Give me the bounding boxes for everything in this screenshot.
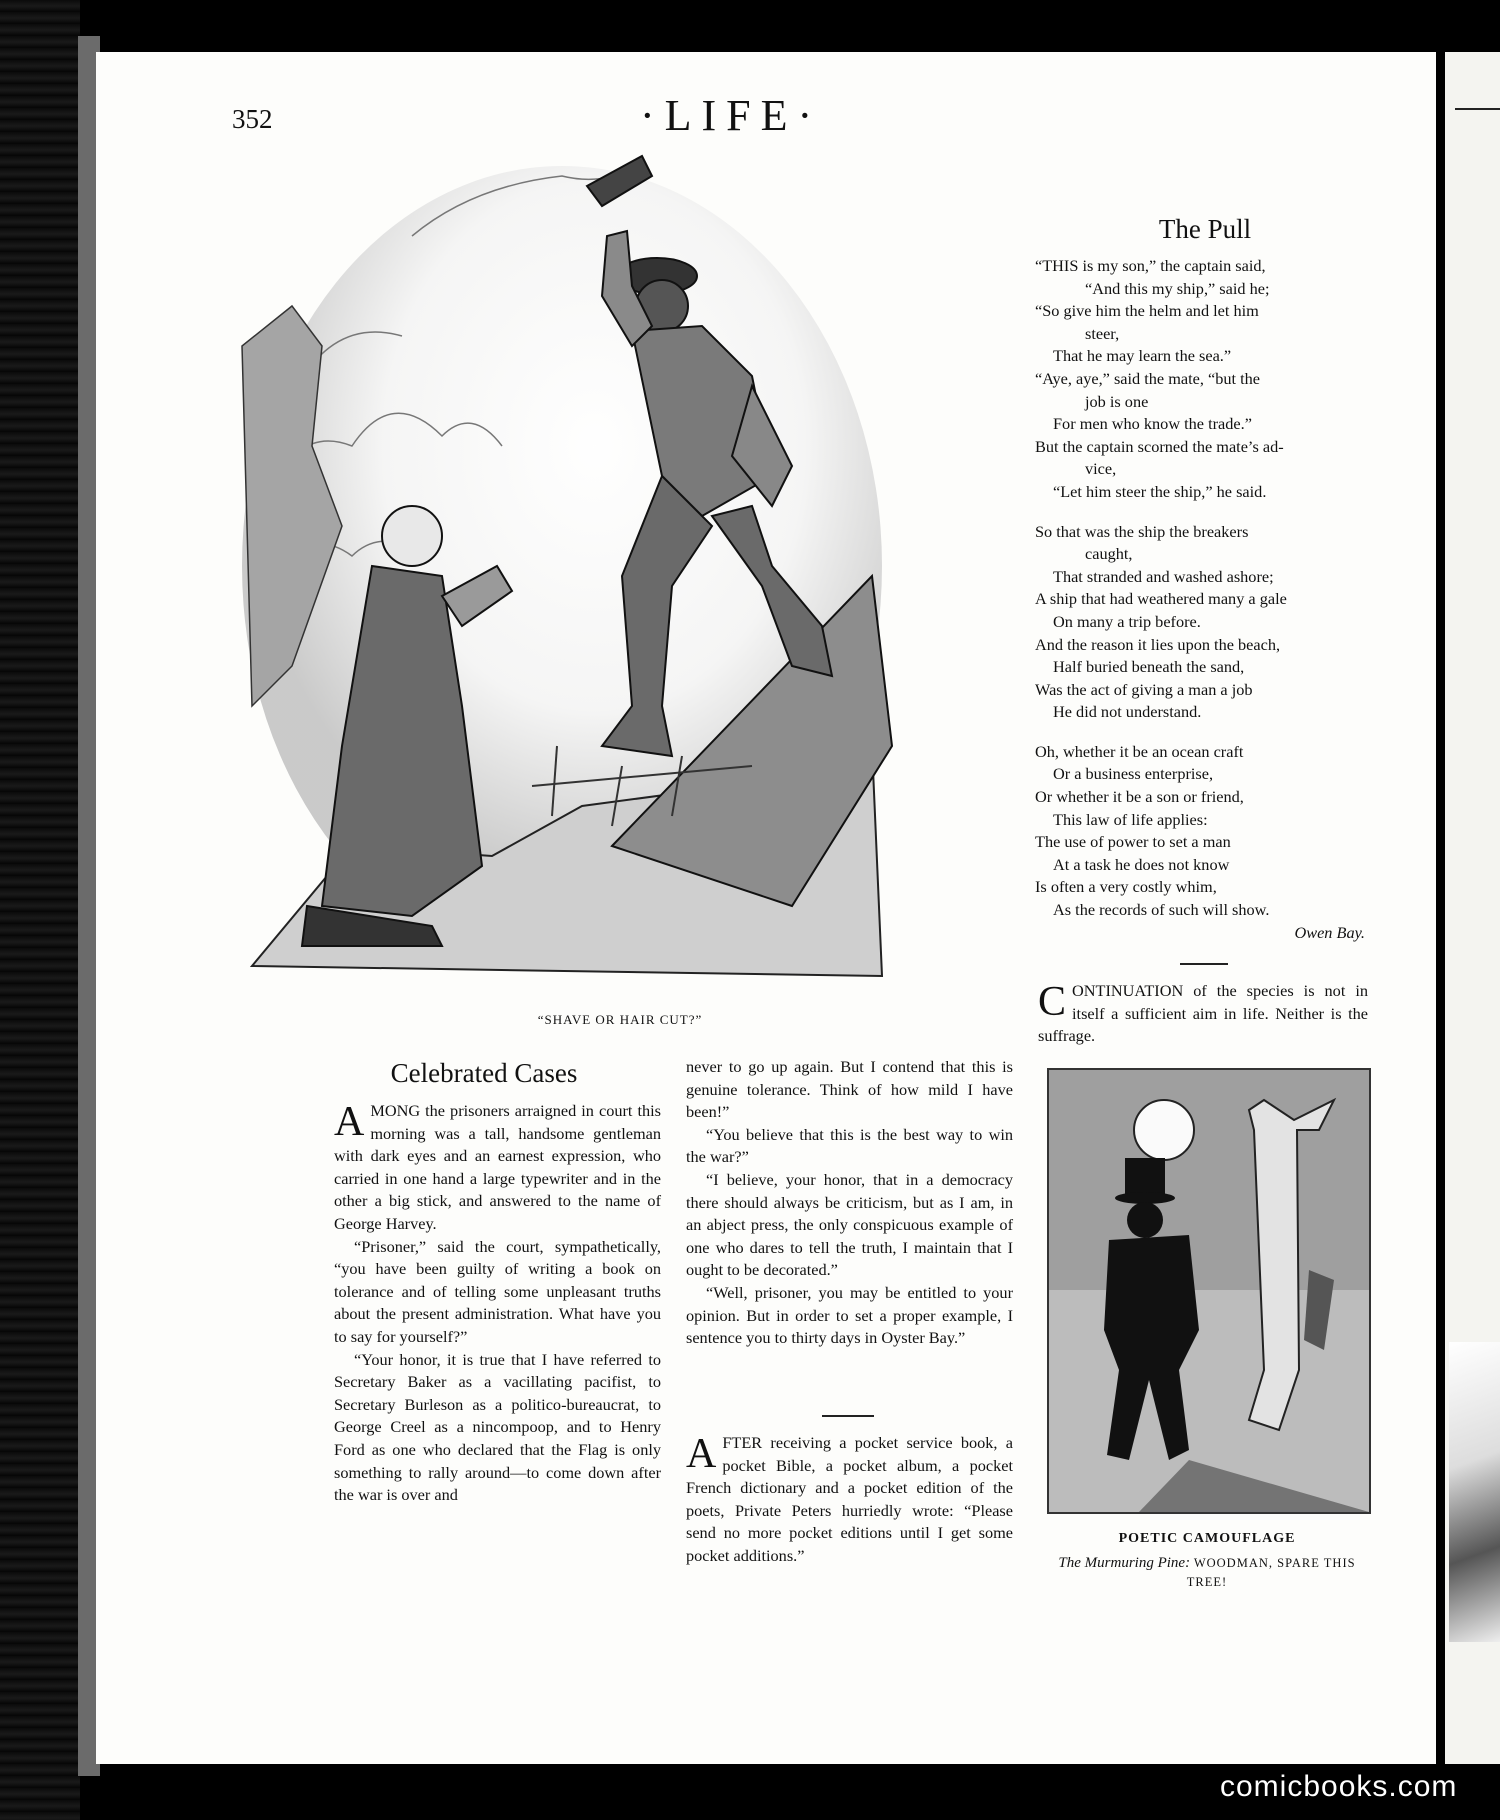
poem-line: steer, [1085, 323, 1120, 343]
poem-line: caught, [1085, 544, 1133, 564]
paragraph: never to go up again. But I contend that this is genuine tolerance. Think of how mild I have been!” [686, 1057, 1013, 1122]
poetic-camouflage-illustration [1047, 1068, 1371, 1514]
poem-title: The Pull [1158, 214, 1252, 244]
drop-cap: C [1038, 979, 1067, 1025]
continuation-paragraph [1038, 980, 1368, 1048]
paragraph: “Well, prisoner, you may be entitled to your opinion. But in order to set a proper example, I sentence you to thirty days in Oyster Bay.” [686, 1282, 1013, 1348]
pocket-editions-paragraph [686, 1432, 1013, 1568]
poem-line: “So give him the helm and let him [1035, 301, 1259, 321]
paragraph [334, 1100, 661, 1236]
drop-cap: A [686, 1431, 717, 1477]
continuation-body: ONTINUATION of the species is not in itself a sufficient aim in life. Neither is the suffrage. [1038, 981, 1368, 1046]
paragraph: “Your honor, it is true that I have referred to Secretary Baker as a vacillating pacifist, to Secretary Burleson as a politico-bureaucrat, to George Creel as a nincompoop, and to Henry Ford as one who declared that the Flag is only something to rally around—to come down after the war is over and [334, 1349, 661, 1505]
divider-rule [1180, 963, 1228, 965]
poem-line: On many a trip before. [1053, 611, 1201, 631]
paragraph-text: FTER receiving a pocket service book, a pocket Bible, a pocket album, a pocket French dictionary and a pocket edition of the poets, Private Peters hurriedly wrote: “Please send no more pocket editions until I get some pocket additions.” [686, 1433, 1013, 1565]
celebrated-cases-column-2 [686, 1056, 1013, 1350]
poem-line: A ship that had weathered many a gale [1035, 589, 1287, 609]
poem-line: And the reason it lies upon the beach, [1035, 634, 1281, 654]
divider-rule [822, 1415, 874, 1417]
poem-line: As the records of such will show. [1053, 900, 1270, 920]
poem-line: That he may learn the sea.” [1053, 346, 1232, 366]
paragraph: “You believe that this is the best way to win the war?” [686, 1124, 1013, 1167]
poem-line: Oh, whether it be an ocean craft [1035, 741, 1244, 761]
adjacent-page-rule [1455, 108, 1500, 110]
poem-line: At a task he does not know [1053, 854, 1230, 874]
poem-stanza [1035, 741, 1365, 922]
poem-line: Or whether it be a son or friend, [1035, 787, 1244, 807]
camouflage-caption [1047, 1554, 1367, 1592]
page-number: 352 [232, 104, 273, 134]
poem-line: But the captain scorned the mate’s ad- [1035, 436, 1284, 456]
continuation-text [1038, 980, 1368, 1048]
poem-line: So that was the ship the breakers [1035, 521, 1249, 541]
cartoon-drawing [232, 146, 902, 996]
paragraph: “Prisoner,” said the court, sympathetically, “you have been guilty of writing a book on tolerance and of telling some unpleasant truths about the present administration. What have you to say for yourself?” [334, 1236, 661, 1346]
poem-line: Or a business enterprise, [1053, 764, 1214, 784]
poem-line: That stranded and washed ashore; [1053, 566, 1274, 586]
masthead-title: ·LIFE· [640, 91, 823, 140]
poem-line: job is one [1085, 391, 1149, 411]
poem-stanza [1035, 255, 1365, 504]
poem-line: He did not understand. [1053, 702, 1202, 722]
cartoon-caption: “SHAVE OR HAIR CUT?” [537, 1012, 703, 1027]
poem-stanza [1035, 521, 1365, 724]
poem-line: For men who know the trade.” [1053, 414, 1252, 434]
celebrated-cases-column-1 [334, 1100, 661, 1507]
poem-author: Owen Bay. [1294, 922, 1365, 942]
camouflage-caption-italic: The Murmuring Pine: [1058, 1555, 1191, 1571]
poem-line: “Aye, aye,” said the mate, “but the [1035, 368, 1260, 388]
poem-line: “THIS is my son,” the captain said, [1035, 256, 1266, 275]
watermark-text: comicbooks.com [1220, 1770, 1458, 1803]
camouflage-caption-caps: WOODMAN, SPARE THIS TREE! [1186, 1556, 1356, 1589]
celebrated-cases-title: Celebrated Cases [390, 1058, 578, 1088]
poem-line: Is often a very costly whim, [1035, 877, 1217, 897]
poem-line: “Let him steer the ship,” he said. [1053, 481, 1267, 501]
cartoon-illustration [232, 146, 902, 996]
poem-line: This law of life applies: [1053, 809, 1208, 829]
paragraph: “I believe, your honor, that in a democracy there should always be criticism, but as I am, in an abject press, the only conspicuous example of one who dares to tell the truth, I maintain that I ought to be decorated.” [686, 1169, 1013, 1280]
poem-line: vice, [1085, 459, 1117, 479]
adjacent-page [1445, 52, 1500, 1764]
camouflage-drawing [1049, 1070, 1369, 1512]
poem-line: “And this my ship,” said he; [1085, 278, 1270, 298]
camouflage-caption-title: POETIC CAMOUFLAGE [1118, 1531, 1296, 1546]
drop-cap: A [334, 1099, 365, 1145]
scan-border-left [0, 0, 80, 1820]
poem-line: Half buried beneath the sand, [1053, 657, 1245, 677]
poem-body [1035, 255, 1365, 944]
poem-line: Was the act of giving a man a job [1035, 679, 1253, 699]
paragraph [686, 1432, 1013, 1568]
adjacent-page-illustration [1449, 1342, 1500, 1642]
paragraph-text: MONG the prisoners arraigned in court this morning was a tall, handsome gentleman with dark eyes and an earnest expression, who carried in one hand a large typewriter and in the other a big stick, and answered to the name of George Harvey. [334, 1101, 661, 1233]
poem-line: The use of power to set a man [1035, 832, 1231, 852]
